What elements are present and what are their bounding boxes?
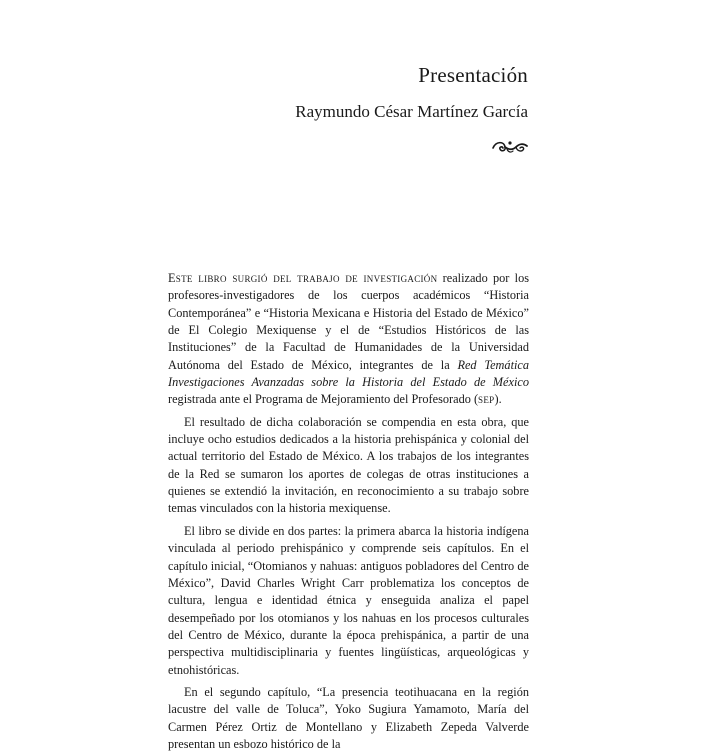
sep-abbreviation: sep (478, 392, 495, 407)
paragraph-1-text-a: realizado por los profesores-investigadores de los cuerpos académicos “Historia Contemporánea” e “Historia Mexicana e Historia del Estado de México” de El Colegio Mexiquense y el de “Estudios Históricos de las Instituciones” de la Facultad de Humanidades de la Universidad Autónoma del Estado de México, integrantes de la (168, 271, 530, 372)
lead-in-smallcaps: Este libro surgió del trabajo de investigación (168, 271, 438, 285)
paragraph-4: En el segundo capítulo, “La presencia teotihuacana en la región lacustre del valle de Toluca”, Yoko Sugiura Yamamoto, María del Carmen Pérez Ortiz de Montellano y Elizabeth Zepeda Valverde presentan un esbozo histórico de la (168, 684, 529, 751)
paragraph-2: El resultado de dicha colaboración se compendia en esta obra, que incluye ocho estudios dedicados a la historia prehispánica y colonial del actual territorio del Estado de México. A los trabajos de los integrantes de la Red se sumaron los aportes de colegas de otras instituciones a quienes se extendió la invitación, en reconocimiento a su trabajo sobre temas vinculados con la historia mexiquense. (168, 414, 529, 516)
body-text (168, 270, 529, 753)
fleuron-ornament-icon (490, 137, 530, 155)
chapter-author: Raymundo César Martínez García (295, 102, 528, 121)
paragraph-1 (168, 270, 529, 409)
paragraph-1-text-c: ). (494, 392, 502, 407)
paragraph-1-text-b: registrada ante el Programa de Mejoramiento del Profesorado ( (168, 392, 479, 407)
paragraph-3: El libro se divide en dos partes: la primera abarca la historia indígena vinculada al periodo prehispánico y comprende seis capítulos. En el capítulo inicial, “Otomianos y nahuas: antiguos pobladores del Centro de México”, David Charles Wright Carr problematiza los conceptos de cultura, lengua e identidad étnica y enseguida analiza el papel desempeñado por los otomianos y los nahuas en los procesos culturales del Centro de México, durante la época prehispánica, a partir de una perspectiva multidisciplinaria y fuentes lingüísticas, arqueológicas y etnohistóricas. (168, 523, 529, 677)
network-name-italic: Red Temática Investigaciones Avanzadas sobre la Historia del Estado de México (168, 357, 530, 390)
chapter-title: Presentación (418, 63, 528, 87)
